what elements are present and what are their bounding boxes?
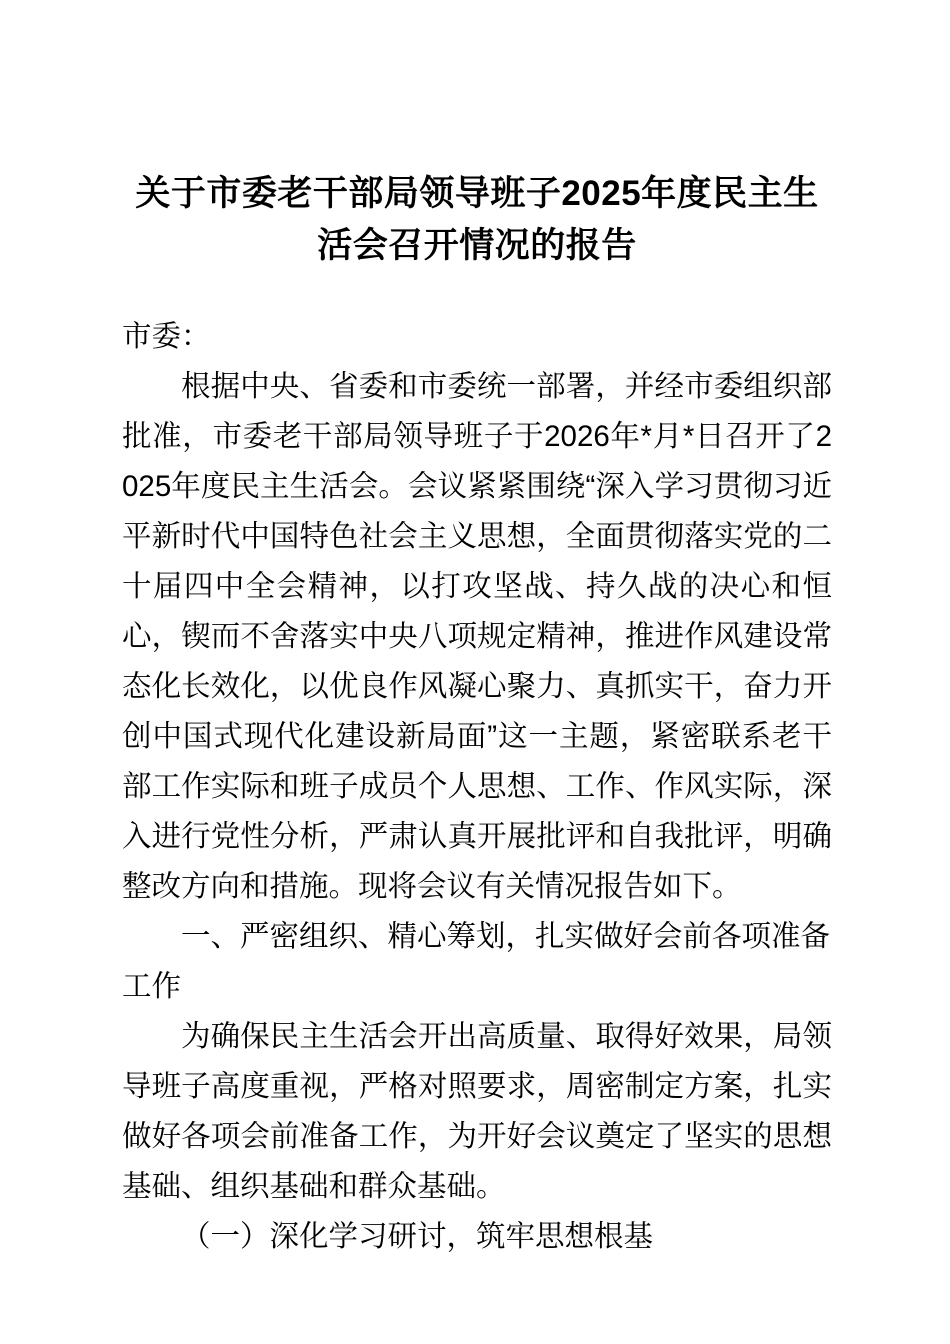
section-heading-1: 一、严密组织、精心筹划，扎实做好会前各项准备工作 — [122, 920, 831, 1003]
page-title: 关于市委老干部局领导班子2025年度民主生活会召开情况的报告 — [135, 174, 819, 265]
paragraph-preparation: 为确保民主生活会开出高质量、取得好效果，局领导班子高度重视，严格对照要求，周密制定方案，扎实做好各项会前准备工作，为开好会议奠定了坚实的思想基础、组织基础和群众基础。 — [122, 1020, 832, 1203]
subsection-heading-1-1: （一）深化学习研讨，筑牢思想根基 — [181, 1220, 654, 1253]
salutation: 市委： — [122, 320, 211, 353]
document-body — [122, 0, 832, 1262]
paragraph-intro: 根据中央、省委和市委统一部署，并经市委组织部批准，市委老干部局领导班子于2026年*月*日召开了2025年度民主生活会。会议紧紧围绕“深入学习贯彻习近平新时代中国特色社会主义思想，全面贯彻落实党的二十届四中全会精神，以打攻坚战、持久战的决心和恒心，锲而不舍落实中央八项规定精神，推进作风建设常态化长效化，以优良作风凝心聚力、真抓实干，奋力开创中国式现代化建设新局面”这一主题，紧密联系老干部工作实际和班子成员个人思想、工作、作风实际，深入进行党性分析，严肃认真开展批评和自我批评，明确整改方向和措施。现将会议有关情况报告如下。 — [122, 370, 832, 903]
